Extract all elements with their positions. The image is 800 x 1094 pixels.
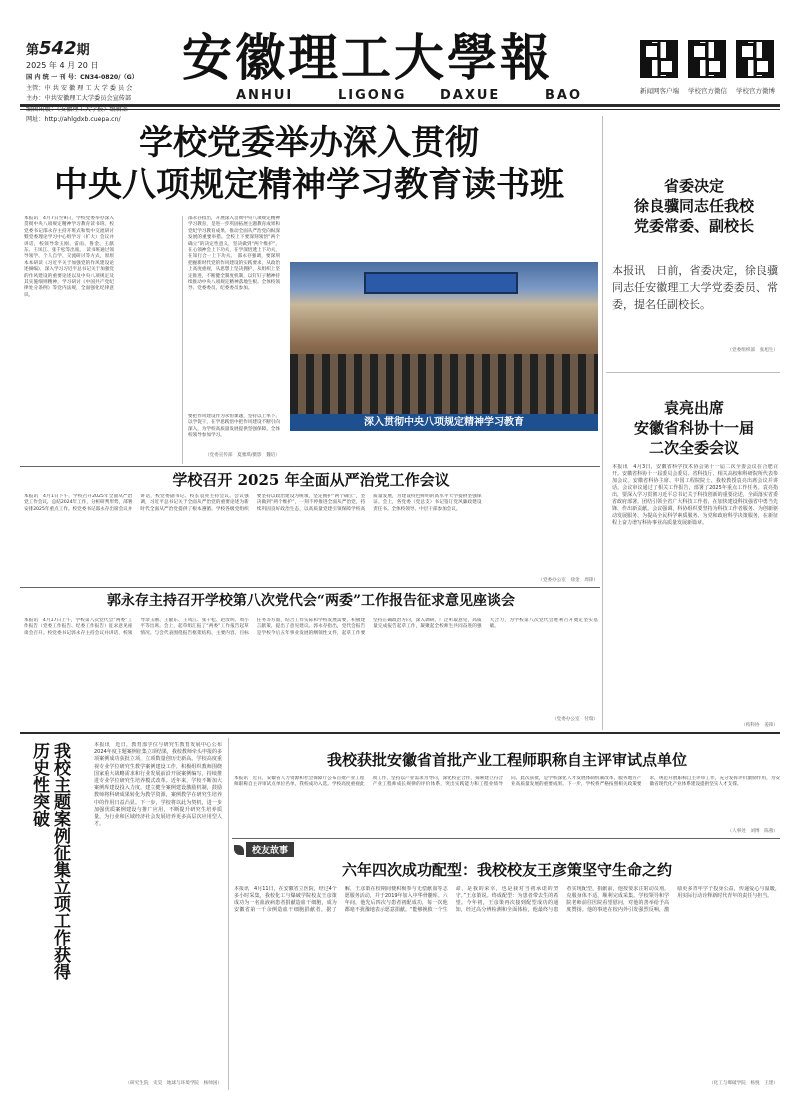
side-top-body: 本报讯 日前，省委决定，徐良骥同志任安徽理工大学党委委员、常委，提名任副校长。 (612, 264, 778, 311)
left-bottom-headline: 我校主题案例征集立项工作获得历史性突破 (29, 742, 70, 980)
column-divider (182, 216, 183, 464)
side-top-headline (608, 176, 780, 236)
article2-headline: 学校召开 2025 年全面从严治党工作会议 (172, 471, 450, 489)
issue-date: 2025 年 4 月 20 日 (26, 61, 99, 70)
article2-body: 本报讯 4月1日下午，学校召开2025年全面从严治党工作会议，总结2024年工作，分析研判形势，部署安排2025年重点工作。校党委书记邵永存出席会议并讲话，校党委副书记、校长袁亮主持会议。会议强调，习近平总书记关于全面从严治党的重要论述为新时代全面从严治党提供了根本遵循。学校各级党组织要坚持以政治建设为统领，坚定拥护“两个确立”，坚决做到“两个维护”，一刻不停推进全面从严治党，持续巩固良好政治生态，以高质量党建引领保障学校高质量发展，为建设特色鲜明的高水平大学提供坚强保证。会上，各党委（党总支）书记签订党风廉政建设责任书。全体校领导、中层干部参加会议。 (24, 494, 482, 512)
lead-photo (290, 262, 598, 414)
side-top-headline-line2: 徐良骥同志任我校 (633, 197, 754, 215)
pub-info-line: 网址：http://ahlgdxb.cuepa.cn/ (26, 116, 121, 123)
lead-headline-line1: 学校党委举办深入贯彻 (139, 123, 479, 163)
side-mid-headline (608, 398, 780, 458)
lead-body-col2: 邵永存指出，开展深入贯彻中央八项规定精神学习教育，是进一步巩固拓展主题教育成果和党纪学习教育成果、推动全面从严治党向纵深发展的重要举措。全校上下要深刻领悟“两个确立”的决定性意义，坚决做到“两个维护”，在心领神会上下功夫，在学深悟透上下功夫，在知行合一上下功夫。 邵永存强调，要深刻把握新时代党的作风建设的实践要求，从政治上高度重视，从思想上坚决拥护，从组织上坚定推进，不断健全制度机制，以钉钉子精神持续推动中央八项规定精神落地生根。全体校领导、党委委员、纪委委员参加。 (188, 216, 280, 292)
article4-headline: 我校获批安徽省首批产业工程师职称自主评审试点单位 (326, 751, 687, 769)
side-mid-byline: （校科协 姜锋） (741, 723, 778, 728)
article-divider (20, 587, 600, 588)
qr-label: 学校官方微博 (736, 87, 775, 95)
article5-body: 本报讯 4月11日，在安徽省立医院，经过4个多小时采集，我校化工与爆破学院校友王彦策成功为一名血液病患者捐献造血干细胞，成为安徽省第一千余例造血干细胞捐献者。据了解，王彦策在校期间便积极参与无偿献血等志愿服务活动，并于2019年加入中华骨髓库。六年间，他先后四次与患者初配成功，每一次他都毫不犹豫地表示愿意捐献。“能够挽救一个生命，是我的荣幸，也是我对当初承诺的坚守。”王彦策说。终成配型：为患者带去生的希望。今年初，王彦策再次接到配型成功的通知，经过高分辨检测和全面体检，他最终与患者实现配型。捐献前，他按要求注射动员剂，克服身体不适，顺利完成采集。学校领导和学院老师前往医院看望慰问，对他的善举给予高度赞扬。他的事迹在校内外引发强烈反响，激励更多青年学子投身公益，传递爱心与温暖，用实际行动诠释新时代青年的责任与担当。 (234, 886, 780, 913)
side-mid-headline-line3: 二次全委会议 (648, 439, 739, 457)
left-bottom-byline: （研究生院 史昊 地球与环境学院 杨帅国） (125, 1081, 222, 1086)
qr-code-icon[interactable] (640, 40, 678, 78)
article4-body: 本报讯 近日，安徽省人力资源和社会保障厅公布首批产业工程师职称自主评审试点单位名单，我校成功入选。学校高度重视此项工作，坚持以产业需求为导向，深化校企合作，探索建立符合产业工程师成长规律的评价体系，突出实践能力和工程业绩导向。此次获批，是学校深化人才发展体制机制改革、服务地方产业高质量发展的重要成果。下一步，学校将严格按照相关政策要求，规范开展职称自主评审工作，充分发挥评价激励作用，为安徽省现代化产业体系建设提供坚实人才支撑。 (234, 776, 780, 788)
leaf-icon (234, 845, 244, 855)
qr-code-icon[interactable] (736, 40, 774, 78)
masthead-rule-thin (20, 109, 780, 110)
pub-info-line: 主管：中 共 安 徽 理 工 大 学 委 员 会 (26, 84, 133, 92)
left-bottom-body: 本报讯 近日，教育部学位与研究生教育发展中心公布2024年度主题案例征集立项结果，我校教师牵头申报的多项案例成功获批立项，立项数量创历史新高。学校高度重视专业学位研究生教学案例建设工作，积极组织教师围绕国家重大战略需求和行业发展前沿开展案例编写，持续推进专业学位研究生培养模式改革。近年来，学校不断加大案例库建设投入力度，建立健全案例建设激励机制，鼓励教师将科研成果转化为教学资源，案例教学在研究生培养中的作用日益凸显。下一步，学校将以此为契机，进一步加强优质案例建设与推广应用，不断提升研究生培养质量，为行业和区域经济社会发展培养更多高层次应用型人才。 (94, 742, 222, 828)
lead-body-col3: 要把作风建设作为永恒课题，坚持以上率下、以学促干，在学思践悟中把作风建设不断引向深入，为学校高质量发展提供坚强保障。全体校领导参加学习。 (188, 414, 280, 439)
article4-byline: （人事处 刘博 陈燕） (727, 829, 778, 834)
stage-screen (364, 272, 518, 294)
side-mid-headline-line2: 安徽省科协十一届 (633, 419, 754, 437)
lead-headline (24, 122, 594, 206)
alumni-story-tag (234, 842, 294, 857)
side-top-headline-line3: 党委常委、副校长 (633, 217, 754, 235)
article-divider (20, 466, 600, 467)
article2-byline: （党委办公室 徐金 周锋） (538, 578, 598, 583)
side-top-byline: （党委组织部 张旭生） (727, 348, 778, 353)
side-top-headline-line1: 省委决定 (663, 177, 724, 195)
publication-info (26, 73, 176, 126)
pub-info-line: 主办：中共安徽理工大学委员会宣传部 (26, 95, 132, 102)
section-divider (602, 116, 603, 730)
alumni-story-label: 校友故事 (246, 842, 294, 857)
article5-headline: 六年四次成功配型：我校校友王彦策坚守生命之约 (341, 861, 672, 879)
column-divider (228, 738, 229, 1090)
lower-section-rule (20, 732, 780, 734)
lead-body-col1: 本报讯 4月7日至9日，学校党委举办深入贯彻中央八项规定精神学习教育读书班。校党委书记邵永存主持开班式和集中交流研讨暨党委理论学习中心组学习（扩大）会议并讲话，校领导余玉刚、雷雨、鲁金、王献东、王凤江、张千松等出席。 读书班通过领导领学、个人自学、交流研讨等方式，原原本本研读《习近平关于加强党的作风建设论述摘编》，深入学习习近平总书记关于加强党的作风建设的重要论述以及中央八项规定及其实施细则精神，学习研讨《中国共产党纪律处分条例》等党内法规，全面强化纪律意识。 (24, 216, 114, 298)
qr-code-icon[interactable] (688, 40, 726, 78)
pinyin-bao: BAO (545, 88, 583, 103)
qr-label: 新闻网客户端 (640, 87, 679, 95)
article5-byline: （化工与爆破学院 杨悦 王建） (709, 1081, 778, 1086)
photo-caption: 深入贯彻中央八项规定精神学习教育 (290, 414, 598, 431)
pinyin-anhui: ANHUI (236, 88, 294, 103)
article-divider (232, 838, 780, 839)
masthead-rule (20, 104, 780, 107)
audience-rows (290, 354, 598, 414)
pub-info-line: 国 内 统 一 刊 号：CN34-0820/（G） (26, 74, 138, 81)
side-mid-headline-line1: 袁亮出席 (663, 399, 724, 417)
lead-byline: （党委宣传部 夏雅琪/摄影 魏培） (204, 453, 280, 458)
article3-byline: （党委办公室 付瑞） (552, 717, 598, 722)
pinyin-ligong: LIGONG (338, 88, 407, 103)
issue-number: 第542期 (26, 38, 90, 59)
side-mid-body: 本报讯 4月3日，安徽省科学技术协会第十一届二次全委会议在合肥召开。安徽省科协十一届委员会委员、省科技厅、相关高校和科研院所代表参加会议。安徽省科协主席、中国工程院院士、我校教授袁亮出席会议并讲话。会议审议通过了相关工作报告，部署了2025年重点工作任务。袁亮指出，要深入学习贯彻习近平总书记关于科技创新的重要论述，全面落实省委省政府部署，团结引领全省广大科技工作者，在加快建设科技强省中勇当先锋、作出新贡献。会议强调，科协组织要坚持为科技工作者服务、为创新驱动发展服务、为提高全民科学素质服务、为党和政府科学决策服务，在新征程上奋力谱写科协事业高质量发展新篇章。 (612, 464, 778, 526)
qr-label: 学校官方微信 (688, 87, 727, 95)
pinyin-daxue: DAXUE (440, 88, 501, 103)
lead-headline-line2: 中央八项规定精神学习教育读书班 (54, 165, 564, 205)
article3-body: 本报讯 4月17日上午，学校第八次党代会“两委”工作报告（党委工作报告、纪委工作报告）征求意见座谈会召开。校党委书记郭永存主持会议并讲话，校领导余玉刚、王献东、王凤江、张千松、赵汝明、周小平等出席。会上，起草组汇报了“两委”工作报告起草情况。与会代表围绕报告框架结构、主要内容、目标任务等方面，结合工作实际和学校发展需要，积极建言献策，提出了意见建议。郭永存指出，党代会报告是学校今后五年事业发展的纲领性文件，起草工作要坚持正确政治方向，深入调研、广泛听取意见，高质量完成报告起草工作，凝聚起全校师生共同奋进的强大合力，为学校第八次党代会胜利召开奠定坚实基础。 (24, 618, 598, 636)
newspaper-title: 安徽理工大學報 (182, 28, 553, 87)
article3-headline: 郭永存主持召开学校第八次党代会“两委”工作报告征求意见座谈会 (106, 593, 516, 609)
side-divider (606, 372, 780, 373)
